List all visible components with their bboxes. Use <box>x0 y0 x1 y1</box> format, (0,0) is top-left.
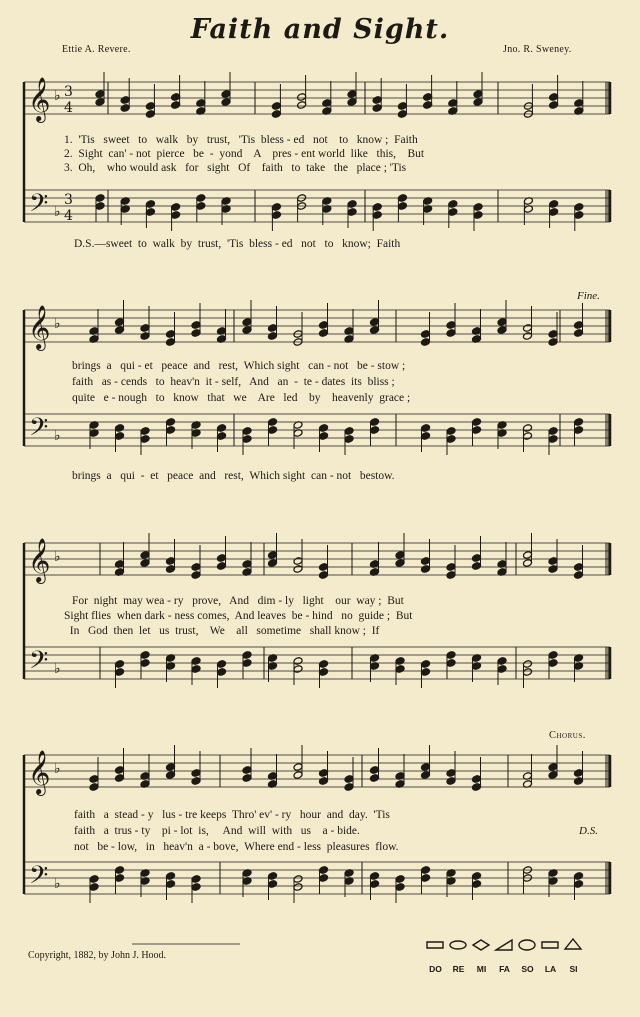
note-head <box>574 418 584 427</box>
note-head <box>115 660 125 669</box>
note-head <box>293 665 303 674</box>
bass-clef-icon: 𝄢 <box>29 189 49 224</box>
note-head <box>145 110 155 119</box>
note-head <box>268 426 278 435</box>
note-head <box>115 774 125 783</box>
note-head <box>370 426 380 435</box>
note-head <box>549 200 559 209</box>
note-head <box>191 769 201 778</box>
note-head <box>446 777 456 786</box>
note-head <box>140 559 150 568</box>
note-head <box>395 665 405 674</box>
note-head <box>574 211 584 220</box>
note-head <box>166 880 176 889</box>
lyric-line: not be - low, in heav'n a - bove, Where end - less pleasures flow. <box>74 841 399 853</box>
note-head <box>370 418 380 427</box>
note-head <box>191 883 201 892</box>
note-head <box>242 659 252 668</box>
lyric-line-below: D.S.—sweet to walk by trust, 'Tis bless - ed not to know; Faith <box>74 238 401 250</box>
note-head <box>523 424 533 433</box>
note-head <box>446 563 456 572</box>
note-head <box>574 329 584 338</box>
note-head <box>319 777 329 786</box>
note-head <box>446 651 456 660</box>
note-head <box>166 557 176 566</box>
note-head <box>191 571 201 580</box>
note-head <box>574 880 584 889</box>
solfege-shape-la-icon <box>542 942 558 948</box>
note-head <box>421 557 431 566</box>
note-head <box>271 110 281 119</box>
note-head <box>574 777 584 786</box>
note-head <box>115 318 125 327</box>
note-head <box>397 110 407 119</box>
note-head <box>319 660 329 669</box>
flat-sign-icon: ♭ <box>54 204 61 220</box>
note-head <box>140 332 150 341</box>
note-head <box>421 565 431 574</box>
note-head <box>145 208 155 217</box>
note-head <box>115 668 125 677</box>
flat-sign-icon: ♭ <box>54 88 61 104</box>
note-head <box>95 98 105 107</box>
note-head <box>166 418 176 427</box>
note-head <box>95 90 105 99</box>
note-head <box>217 668 227 677</box>
note-head <box>115 326 125 335</box>
note-head <box>548 435 558 444</box>
note-head <box>293 565 303 574</box>
note-head <box>548 763 558 772</box>
solfege-key <box>424 950 585 974</box>
note-head <box>221 98 231 107</box>
note-head <box>446 427 456 436</box>
fine-mark: Fine. <box>577 290 600 302</box>
hymn-title: Faith and Sight. <box>190 14 450 45</box>
note-head <box>446 659 456 668</box>
note-head <box>347 90 357 99</box>
bass-clef-icon: 𝄢 <box>29 413 49 448</box>
note-head <box>421 763 431 772</box>
note-head <box>574 769 584 778</box>
note-head <box>166 763 176 772</box>
note-head <box>548 659 558 668</box>
note-head <box>523 551 533 560</box>
note-head <box>268 324 278 333</box>
note-head <box>344 435 354 444</box>
note-head <box>319 571 329 580</box>
note-head <box>89 875 99 884</box>
note-head <box>421 660 431 669</box>
note-head <box>191 875 201 884</box>
time-sig-3: 3 <box>64 84 73 100</box>
note-head <box>145 200 155 209</box>
note-head <box>574 426 584 435</box>
note-head <box>140 435 150 444</box>
note-head <box>271 211 281 220</box>
treble-clef-icon: 𝄞 <box>28 305 51 349</box>
solfege-la: LA <box>544 964 557 974</box>
solfege-shape-do-icon <box>427 942 443 948</box>
note-head <box>523 332 533 341</box>
note-head <box>574 203 584 212</box>
note-head <box>319 563 329 572</box>
note-head <box>268 880 278 889</box>
note-head <box>523 324 533 333</box>
note-head <box>372 104 382 113</box>
note-head <box>95 194 105 203</box>
time-sig-4: 4 <box>64 100 73 116</box>
note-head <box>549 101 559 110</box>
note-head <box>271 102 281 111</box>
note-head <box>347 208 357 217</box>
note-head <box>293 771 303 780</box>
flat-sign-icon: ♭ <box>54 549 61 565</box>
note-head <box>472 775 482 784</box>
note-head <box>319 321 329 330</box>
note-head <box>472 880 482 889</box>
bass-clef-icon: 𝄢 <box>29 861 49 896</box>
note-head <box>140 651 150 660</box>
solfege-shape-fa-icon <box>496 940 512 950</box>
note-head <box>297 101 307 110</box>
note-head <box>548 330 558 339</box>
note-head <box>446 321 456 330</box>
composer-credit: Jno. R. Sweney. <box>503 44 572 55</box>
note-head <box>242 435 252 444</box>
chorus-label: Chorus. <box>549 730 586 741</box>
note-head <box>574 872 584 881</box>
note-head <box>446 435 456 444</box>
treble-clef-icon: 𝄞 <box>28 750 51 794</box>
note-head <box>268 418 278 427</box>
note-head <box>448 208 458 217</box>
note-head <box>344 427 354 436</box>
note-head <box>95 202 105 211</box>
note-head <box>196 202 206 211</box>
note-head <box>191 563 201 572</box>
note-head <box>115 866 125 875</box>
lyric-line: faith a stead - y lus - tre keeps Thro' ev' - ry hour and day. 'Tis <box>74 809 390 821</box>
note-head <box>293 657 303 666</box>
lyric-line: 2. Sight can' - not pierce be - yond A pres - ent world like this, But <box>64 148 425 160</box>
note-head <box>446 329 456 338</box>
solfege-shape-so-icon <box>519 940 535 950</box>
solfege-re: RE <box>452 964 465 974</box>
note-head <box>497 657 507 666</box>
note-head <box>347 98 357 107</box>
note-head <box>421 330 431 339</box>
note-head <box>446 769 456 778</box>
note-head <box>397 102 407 111</box>
note-head <box>548 338 558 347</box>
note-head <box>242 318 252 327</box>
note-head <box>523 660 533 669</box>
note-head <box>171 101 181 110</box>
solfege-shape-re-icon <box>450 941 466 949</box>
note-head <box>421 866 431 875</box>
note-head <box>319 432 329 441</box>
note-head <box>421 668 431 677</box>
note-head <box>268 551 278 560</box>
note-head <box>140 427 150 436</box>
treble-clef-icon: 𝄞 <box>28 77 51 121</box>
note-head <box>166 426 176 435</box>
note-head <box>191 321 201 330</box>
lyric-line: 3. Oh, who would ask for sight Of faith to take the place ; 'Tis <box>64 162 407 174</box>
note-head <box>344 775 354 784</box>
lyricist-credit: Ettie A. Revere. <box>62 44 131 55</box>
solfege-do: DO <box>429 964 442 974</box>
lyric-line: Sight flies when dark - ness comes, And leaves be - hind no guide ; But <box>64 610 413 622</box>
flat-sign-icon: ♭ <box>54 316 61 332</box>
lyric-line: quite e - nough to know that we Are led by heavenly grace ; <box>72 392 411 404</box>
note-head <box>548 651 558 660</box>
note-head <box>242 774 252 783</box>
note-head <box>421 432 431 441</box>
note-head <box>166 872 176 881</box>
note-head <box>140 324 150 333</box>
note-head <box>319 874 329 883</box>
note-head <box>171 93 181 102</box>
note-head <box>242 326 252 335</box>
note-head <box>191 657 201 666</box>
note-head <box>217 660 227 669</box>
treble-clef-icon: 𝄞 <box>28 538 51 582</box>
note-head <box>166 565 176 574</box>
note-head <box>472 783 482 792</box>
note-head <box>423 101 433 110</box>
note-head <box>140 659 150 668</box>
note-head <box>395 559 405 568</box>
note-head <box>497 326 507 335</box>
note-head <box>293 557 303 566</box>
note-head <box>549 208 559 217</box>
note-head <box>166 338 176 347</box>
note-head <box>523 432 533 441</box>
note-head <box>293 883 303 892</box>
time-sig-4: 4 <box>64 208 73 224</box>
note-head <box>89 783 99 792</box>
note-head <box>319 769 329 778</box>
note-head <box>191 329 201 338</box>
note-head <box>242 651 252 660</box>
note-head <box>242 427 252 436</box>
flat-sign-icon: ♭ <box>54 661 61 677</box>
note-head <box>347 200 357 209</box>
note-head <box>370 318 380 327</box>
ds-mark: D.S. <box>579 825 598 837</box>
note-head <box>523 559 533 568</box>
note-head <box>548 427 558 436</box>
flat-sign-icon: ♭ <box>54 428 61 444</box>
note-head <box>140 551 150 560</box>
note-head <box>293 763 303 772</box>
bass-clef-icon: 𝄢 <box>29 646 49 681</box>
note-head <box>115 432 125 441</box>
note-head <box>472 554 482 563</box>
note-head <box>395 657 405 666</box>
note-head <box>472 418 482 427</box>
note-head <box>89 775 99 784</box>
note-head <box>397 194 407 203</box>
note-head <box>319 668 329 677</box>
note-head <box>221 90 231 99</box>
note-head <box>370 774 380 783</box>
note-head <box>448 200 458 209</box>
note-head <box>217 432 227 441</box>
note-head <box>497 318 507 327</box>
note-head <box>196 194 206 203</box>
note-head <box>446 571 456 580</box>
note-head <box>217 562 227 571</box>
note-head <box>145 102 155 111</box>
time-sig-3: 3 <box>64 192 73 208</box>
note-head <box>242 766 252 775</box>
lyric-line-below: brings a qui - et peace and rest, Which sight can - not bestow. <box>72 470 395 482</box>
note-head <box>421 338 431 347</box>
note-head <box>217 554 227 563</box>
solfege-shape-mi-icon <box>473 940 489 950</box>
note-head <box>268 872 278 881</box>
note-head <box>268 559 278 568</box>
note-head <box>397 202 407 211</box>
note-head <box>344 783 354 792</box>
note-head <box>395 551 405 560</box>
note-head <box>115 424 125 433</box>
note-head <box>370 766 380 775</box>
note-head <box>473 90 483 99</box>
note-head <box>421 424 431 433</box>
note-head <box>89 883 99 892</box>
note-head <box>370 872 380 881</box>
note-head <box>120 104 130 113</box>
note-head <box>497 665 507 674</box>
note-head <box>319 424 329 433</box>
note-head <box>166 771 176 780</box>
solfege-shape-si-icon <box>565 939 581 949</box>
note-head <box>421 771 431 780</box>
note-head <box>523 668 533 677</box>
solfege-so: SO <box>521 964 534 974</box>
note-head <box>472 562 482 571</box>
note-head <box>473 211 483 220</box>
note-head <box>548 557 558 566</box>
note-head <box>297 93 307 102</box>
note-head <box>574 571 584 580</box>
note-head <box>319 329 329 338</box>
note-head <box>370 880 380 889</box>
note-head <box>548 771 558 780</box>
note-head <box>319 866 329 875</box>
note-head <box>395 883 405 892</box>
lyric-line: 1. 'Tis sweet to walk by trust, 'Tis bless - ed not to know ; Faith <box>64 134 418 146</box>
note-head <box>166 330 176 339</box>
solfege-si: SI <box>569 964 578 974</box>
lyric-line: faith a trus - ty pi - lot is, And will with us a - bide. <box>74 825 360 837</box>
note-head <box>115 874 125 883</box>
note-head <box>473 203 483 212</box>
solfege-fa: FA <box>499 964 510 974</box>
lyric-line: brings a qui - et peace and rest, Which sight can - not be - stow ; <box>72 360 406 372</box>
note-head <box>472 426 482 435</box>
lyric-line: In God then let us trust, We all sometime shall know ; If <box>64 625 380 637</box>
note-head <box>423 93 433 102</box>
note-head <box>574 563 584 572</box>
note-head <box>171 211 181 220</box>
note-head <box>191 777 201 786</box>
note-head <box>472 872 482 881</box>
note-head <box>271 203 281 212</box>
note-head <box>115 766 125 775</box>
copyright-notice: Copyright, 1882, by John J. Hood. <box>28 950 167 961</box>
lyric-line: faith as - cends to heav'n it - self, And an - te - dates its bliss ; <box>72 376 395 388</box>
note-head <box>191 665 201 674</box>
note-head <box>372 211 382 220</box>
note-head <box>395 875 405 884</box>
note-head <box>370 326 380 335</box>
note-head <box>268 332 278 341</box>
note-head <box>217 424 227 433</box>
flat-sign-icon: ♭ <box>54 761 61 777</box>
note-head <box>372 203 382 212</box>
note-head <box>171 203 181 212</box>
note-head <box>421 874 431 883</box>
flat-sign-icon: ♭ <box>54 876 61 892</box>
note-head <box>372 96 382 105</box>
lyric-line: For night may wea - ry prove, And dim - ly light our way ; But <box>72 595 404 607</box>
solfege-mi: MI <box>476 964 487 974</box>
note-head <box>473 98 483 107</box>
note-head <box>293 875 303 884</box>
note-head <box>120 96 130 105</box>
note-head <box>549 93 559 102</box>
note-head <box>574 321 584 330</box>
note-head <box>548 565 558 574</box>
